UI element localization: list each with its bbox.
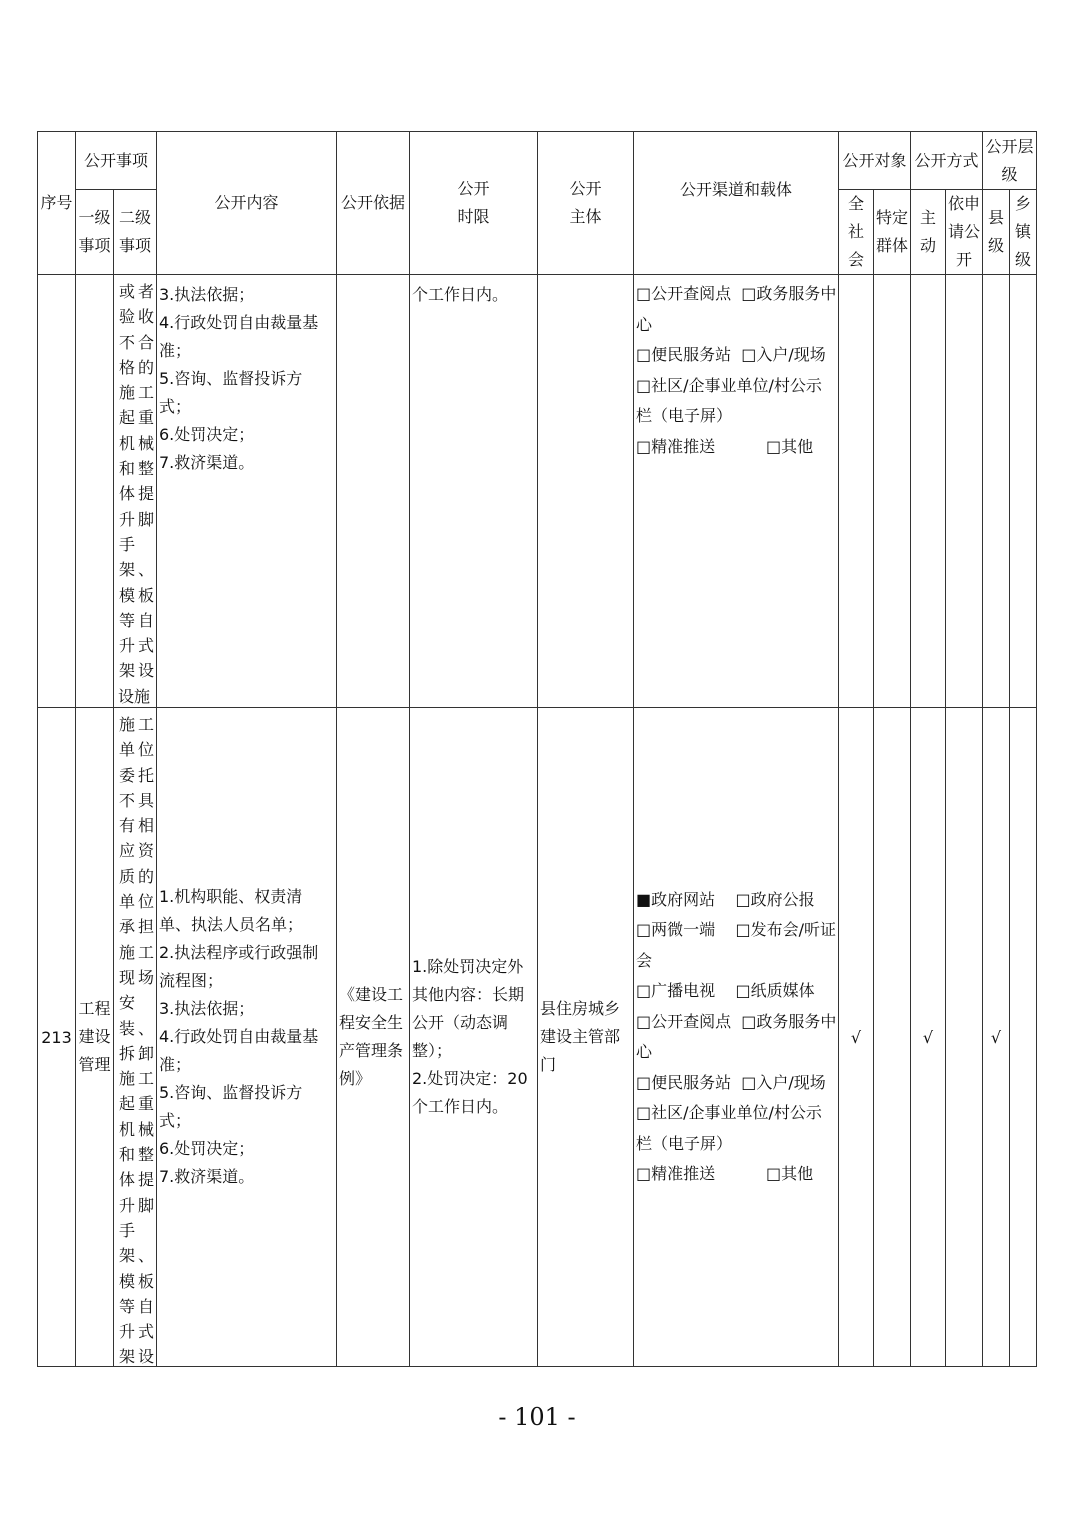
row2-method-apply (945, 707, 983, 1367)
level2-char: 验 (118, 307, 135, 327)
row1-subject (537, 274, 634, 708)
header-level-text: 公开层 级 (985, 136, 1034, 184)
channel-line: □公开查阅点 □政务服务中 (636, 284, 837, 303)
level2-char: 安 (118, 993, 135, 1013)
level2-char: 式 (137, 636, 154, 656)
level2-char: 板 (137, 585, 154, 605)
level2-char: 不 (118, 790, 135, 810)
level2-char: 等 (118, 1296, 135, 1316)
level2-char: 位 (137, 892, 154, 912)
row2-channels-list (636, 885, 836, 1190)
level2-char: 施 (118, 715, 135, 734)
level2-char: 的 (137, 866, 154, 886)
header-level2-text: 二级 事项 (118, 208, 151, 255)
level2-char: 机 (118, 1119, 135, 1139)
level2-char (137, 1218, 155, 1243)
channel-line: 栏（电子屏） (636, 1133, 733, 1153)
row2-level1-text: 工程 建设 管理 (78, 999, 111, 1074)
level2-char: 位 (137, 740, 154, 760)
level2-char (137, 532, 155, 557)
level2-char: 具 (137, 790, 154, 810)
header-basis: 公开依据 (336, 131, 410, 275)
level2-char: 械 (137, 433, 154, 453)
header-level2 (113, 189, 157, 275)
level2-char: 脚 (137, 1195, 154, 1215)
header-time-limit-text: 公开 时限 (457, 179, 490, 226)
row1-target-all (838, 274, 874, 708)
level2-char: 单 (118, 740, 135, 760)
channel-line: □社区/企事业单位/村公示 (636, 375, 822, 395)
row2-level-town (1009, 707, 1037, 1367)
level2-char: 重 (137, 408, 154, 428)
row1-level-town (1009, 274, 1037, 708)
level2-char: 起 (118, 1094, 135, 1114)
level2-char: 升 (118, 509, 135, 529)
level2-char: 械 (137, 1119, 154, 1139)
row1-seq (37, 274, 76, 708)
header-method-active-text: 主 动 (919, 208, 936, 255)
header-time-limit (409, 131, 538, 275)
channel-line: 心 (636, 1042, 653, 1061)
channel-line: □精准推送 □其他 (636, 1164, 814, 1183)
level2-char: 有 (118, 816, 135, 836)
channel-line: □广播电视 □纸质媒体 (636, 981, 815, 1000)
level2-char: 板 (137, 1271, 154, 1291)
level2-char: 或 (118, 282, 135, 301)
page-number: - 101 - (498, 1403, 576, 1431)
level2-char: 承 (118, 917, 135, 937)
row1-time-limit: 个工作日内。 (409, 274, 538, 708)
level2-char: 的 (137, 357, 154, 377)
level2-char: 等 (118, 610, 135, 630)
level2-char: 架 (118, 1246, 135, 1266)
header-channel: 公开渠道和载体 (633, 131, 839, 275)
level2-char: 工 (137, 942, 154, 962)
level2-char: 卸 (137, 1043, 154, 1063)
row1-content: 3.执法依据； 4.行政处罚自由裁量基准； 5.咨询、监督投诉方式； 6.处罚决定； 7.救济渠道。 (156, 274, 337, 708)
level2-char: 和 (118, 459, 135, 479)
channel-line: □两微一端 □发布会/听证 (636, 920, 836, 939)
row2-time-limit (409, 707, 538, 1367)
header-level-county (982, 189, 1010, 275)
channel-line: 栏（电子屏） (636, 406, 733, 425)
level2-char: 者 (137, 282, 154, 301)
row1-method-active (910, 274, 946, 708)
channel-line: □公开查阅点 □政务服务中 (636, 1011, 837, 1031)
row2-basis-text: 《建设工程安全生产管理条例》 (339, 985, 404, 1088)
level2-char: 施 (118, 942, 135, 962)
level2-char: 工 (137, 383, 154, 403)
level2-char: 单 (118, 892, 135, 912)
level2-char: 格 (118, 357, 135, 377)
level2-char: 、 (137, 1018, 154, 1038)
level2-char: 整 (137, 1145, 154, 1165)
level2-char: 收 (137, 307, 154, 327)
level2-char: 升 (118, 636, 135, 656)
level2-char: 委 (118, 765, 135, 785)
header-method-apply (945, 189, 983, 275)
level2-char: 现 (118, 967, 135, 987)
header-level-town (1009, 189, 1037, 275)
row2-target-group (873, 707, 911, 1367)
row2-level2 (113, 707, 157, 1367)
row1-level-county (982, 274, 1010, 708)
header-target-group (873, 189, 911, 275)
row1-target-group (873, 274, 911, 708)
level2-char (137, 990, 155, 1015)
level2-char: 脚 (137, 509, 154, 529)
level2-char: 装 (118, 1018, 135, 1038)
channel-line: 会 (636, 950, 653, 970)
channel-line: ■政府网站 □政府公报 (636, 889, 815, 909)
header-level-county-text: 县 级 (987, 208, 1004, 255)
level2-char: 提 (137, 1170, 154, 1190)
level2-char: 起 (118, 408, 135, 428)
row2-basis (336, 707, 410, 1367)
header-method-apply-text: 依申 请公 开 (947, 194, 980, 269)
level2-char: 设施 (118, 686, 151, 706)
level2-char: 相 (137, 816, 154, 836)
level2-char: 担 (137, 917, 154, 937)
level2-char: 架 (118, 661, 135, 681)
level2-char: 质 (118, 866, 135, 886)
header-target-all (838, 189, 874, 275)
row2-method-active: √ (910, 707, 946, 1367)
header-method: 公开方式 (910, 131, 983, 190)
channel-line: □社区/企事业单位/村公示 (636, 1103, 822, 1122)
level2-char: 拆 (118, 1043, 135, 1063)
level2-char: 升 (118, 1322, 135, 1342)
level2-char: 、 (137, 560, 154, 580)
row2-level1 (75, 707, 114, 1367)
channel-line: 心 (636, 314, 653, 334)
header-target-all-text: 全 社 会 (847, 194, 864, 269)
level2-char: 架 (118, 560, 135, 580)
row2-subject-text: 县住房城乡建设主管部门 (540, 999, 621, 1074)
level2-char: 手 (118, 534, 135, 554)
level2-char: 手 (118, 1220, 135, 1240)
level2-char: 施 (118, 383, 135, 403)
header-items-group: 公开事项 (75, 131, 157, 190)
row2-seq: 213 (37, 707, 76, 1367)
header-level1-text: 一级 事项 (78, 208, 111, 255)
row2-subject (537, 707, 634, 1367)
header-subject (537, 131, 634, 275)
level2-char: 和 (118, 1145, 135, 1165)
level2-char: 、 (137, 1246, 154, 1266)
row1-channels (633, 274, 839, 708)
level2-char: 自 (137, 610, 154, 630)
row1-basis (336, 274, 410, 708)
level2-char: 升 (118, 1195, 135, 1215)
row2-time-limit-text: 1.除处罚决定外其他内容：长期公开（动态调整）； 2.处罚决定：20个工作日内。 (412, 957, 528, 1116)
row1-method-apply (945, 274, 983, 708)
level2-char: 模 (118, 585, 135, 605)
channel-line: □便民服务站 □入户/现场 (636, 345, 826, 364)
level2-char: 工 (137, 715, 154, 734)
level2-char: 式 (137, 1322, 154, 1342)
row1-level2 (113, 274, 157, 708)
level2-char: 场 (137, 967, 154, 987)
row2-content-text: 1.机构职能、权责清单、执法人员名单； 2.执法程序或行政强制流程图； 3.执法依据； 4.行政处罚自由裁量基准； 5.咨询、监督投诉方式； 6.处罚决定； 7.救济渠道。 (159, 887, 319, 1186)
level2-char: 重 (137, 1094, 154, 1114)
channel-line: □精准推送 □其他 (636, 436, 814, 456)
level2-char: 体 (118, 484, 135, 504)
level2-char: 施 (118, 1069, 135, 1089)
header-content: 公开内容 (156, 131, 337, 275)
header-level (982, 131, 1037, 190)
header-level-town-text: 乡 镇 级 (1014, 194, 1031, 269)
level2-char: 工 (137, 1069, 154, 1089)
header-target-group-text: 特定 群体 (875, 208, 908, 255)
level2-char: 提 (137, 484, 154, 504)
row2-target-all: √ (838, 707, 874, 1367)
row1-level1 (75, 274, 114, 708)
header-target: 公开对象 (838, 131, 911, 190)
header-seq: 序号 (37, 131, 76, 275)
level2-char: 不 (118, 332, 135, 352)
row2-content (156, 707, 337, 1367)
channel-line: □便民服务站 □入户/现场 (636, 1072, 826, 1092)
level2-char: 设 (137, 661, 154, 681)
level2-char: 整 (137, 459, 154, 479)
header-subject-text: 公开 主体 (569, 179, 602, 226)
level2-char: 合 (137, 332, 154, 352)
level2-char: 架 (118, 1347, 135, 1367)
header-level1 (75, 189, 114, 275)
header-method-active (910, 189, 946, 275)
level2-char: 体 (118, 1170, 135, 1190)
disclosure-table (37, 131, 1037, 1367)
row2-level-county: √ (982, 707, 1010, 1367)
level2-char: 设 (137, 1347, 154, 1367)
row2-channels (633, 707, 839, 1367)
level2-char: 模 (118, 1271, 135, 1291)
level2-char: 自 (137, 1296, 154, 1316)
level2-char: 托 (137, 765, 154, 785)
level2-char: 资 (137, 841, 154, 861)
level2-char: 应 (118, 841, 135, 861)
level2-char: 机 (118, 433, 135, 453)
